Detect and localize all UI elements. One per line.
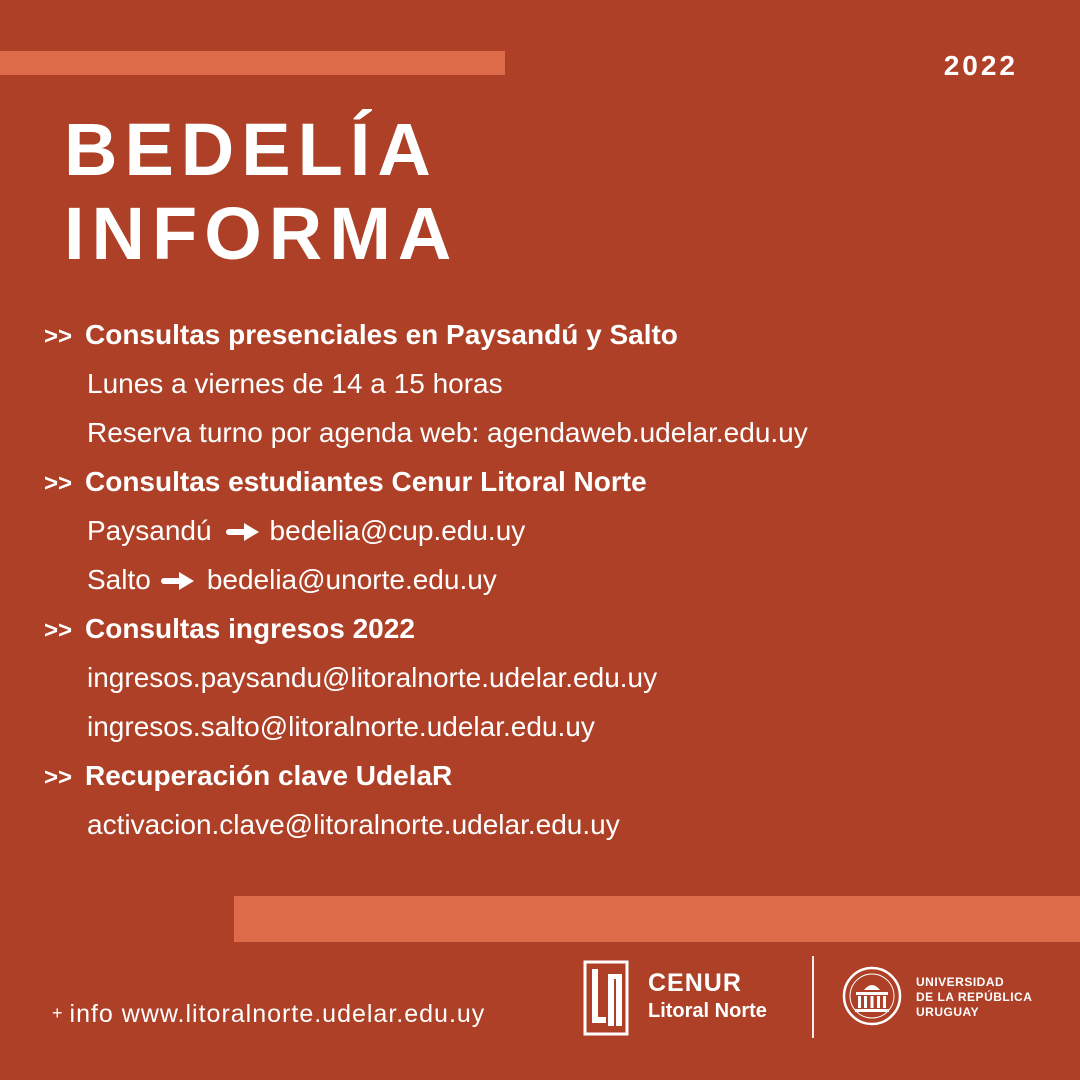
arrow-right-icon (226, 522, 260, 542)
bullet-marker: >> (44, 323, 73, 350)
paysandu-email[interactable]: bedelia@cup.edu.uy (269, 515, 526, 546)
cenur-subtitle: Litoral Norte (648, 1000, 767, 1022)
bullet-marker: >> (44, 764, 73, 791)
heading-text: Recuperación clave UdelaR (85, 760, 453, 791)
heading-text: Consultas presenciales en Paysandú y Salto (85, 319, 678, 350)
paysandu-label: Paysandú (87, 515, 212, 546)
bullet-marker: >> (44, 470, 73, 497)
booking-text: Reserva turno por agenda web: agendaweb.udelar.edu.uy (87, 417, 808, 448)
heading-text: Consultas estudiantes Cenur Litoral Norte (85, 466, 647, 497)
udelar-seal-icon (842, 966, 902, 1026)
more-info-link[interactable] (52, 1000, 485, 1029)
heading-text: Consultas ingresos 2022 (85, 613, 415, 644)
cenur-logo-icon (583, 960, 629, 1036)
section-heading-presenciales (44, 310, 1044, 359)
title-line-1: BEDELÍA (64, 108, 438, 191)
plus-icon: + (52, 1003, 64, 1023)
schedule-text: Lunes a viernes de 14 a 15 horas (87, 368, 503, 399)
section-heading-estudiantes (44, 457, 1044, 506)
info-list (44, 310, 1044, 849)
section-heading-ingresos (44, 604, 1044, 653)
salto-email[interactable]: bedelia@unorte.edu.uy (206, 564, 497, 595)
bottom-accent-bar (234, 896, 1080, 942)
udelar-line-3: URUGUAY (916, 1005, 980, 1019)
activacion-clave-email[interactable]: activacion.clave@litoralnorte.udelar.edu.uy (87, 809, 620, 840)
udelar-line-1: UNIVERSIDAD (916, 975, 1005, 989)
cenur-wordmark (648, 968, 767, 1024)
bullet-marker: >> (44, 617, 73, 644)
title-line-2: INFORMA (64, 192, 459, 275)
page-title (64, 108, 458, 276)
ingresos-salto-email[interactable]: ingresos.salto@litoralnorte.udelar.edu.uy (87, 711, 595, 742)
salto-label: Salto (87, 564, 151, 595)
year-label: 2022 (943, 50, 1018, 81)
udelar-wordmark (916, 975, 1032, 1020)
salto-contact (44, 555, 1044, 604)
section-heading-clave (44, 751, 1044, 800)
ingresos-paysandu-email[interactable]: ingresos.paysandu@litoralnorte.udelar.edu.uy (87, 662, 658, 693)
top-accent-bar (0, 51, 505, 75)
info-url[interactable]: info www.litoralnorte.udelar.edu.uy (69, 1000, 486, 1028)
cenur-name: CENUR (648, 969, 742, 997)
udelar-line-2: DE LA REPÚBLICA (916, 990, 1033, 1004)
logo-divider (812, 956, 814, 1038)
paysandu-contact (44, 506, 1044, 555)
arrow-right-icon (161, 571, 195, 591)
